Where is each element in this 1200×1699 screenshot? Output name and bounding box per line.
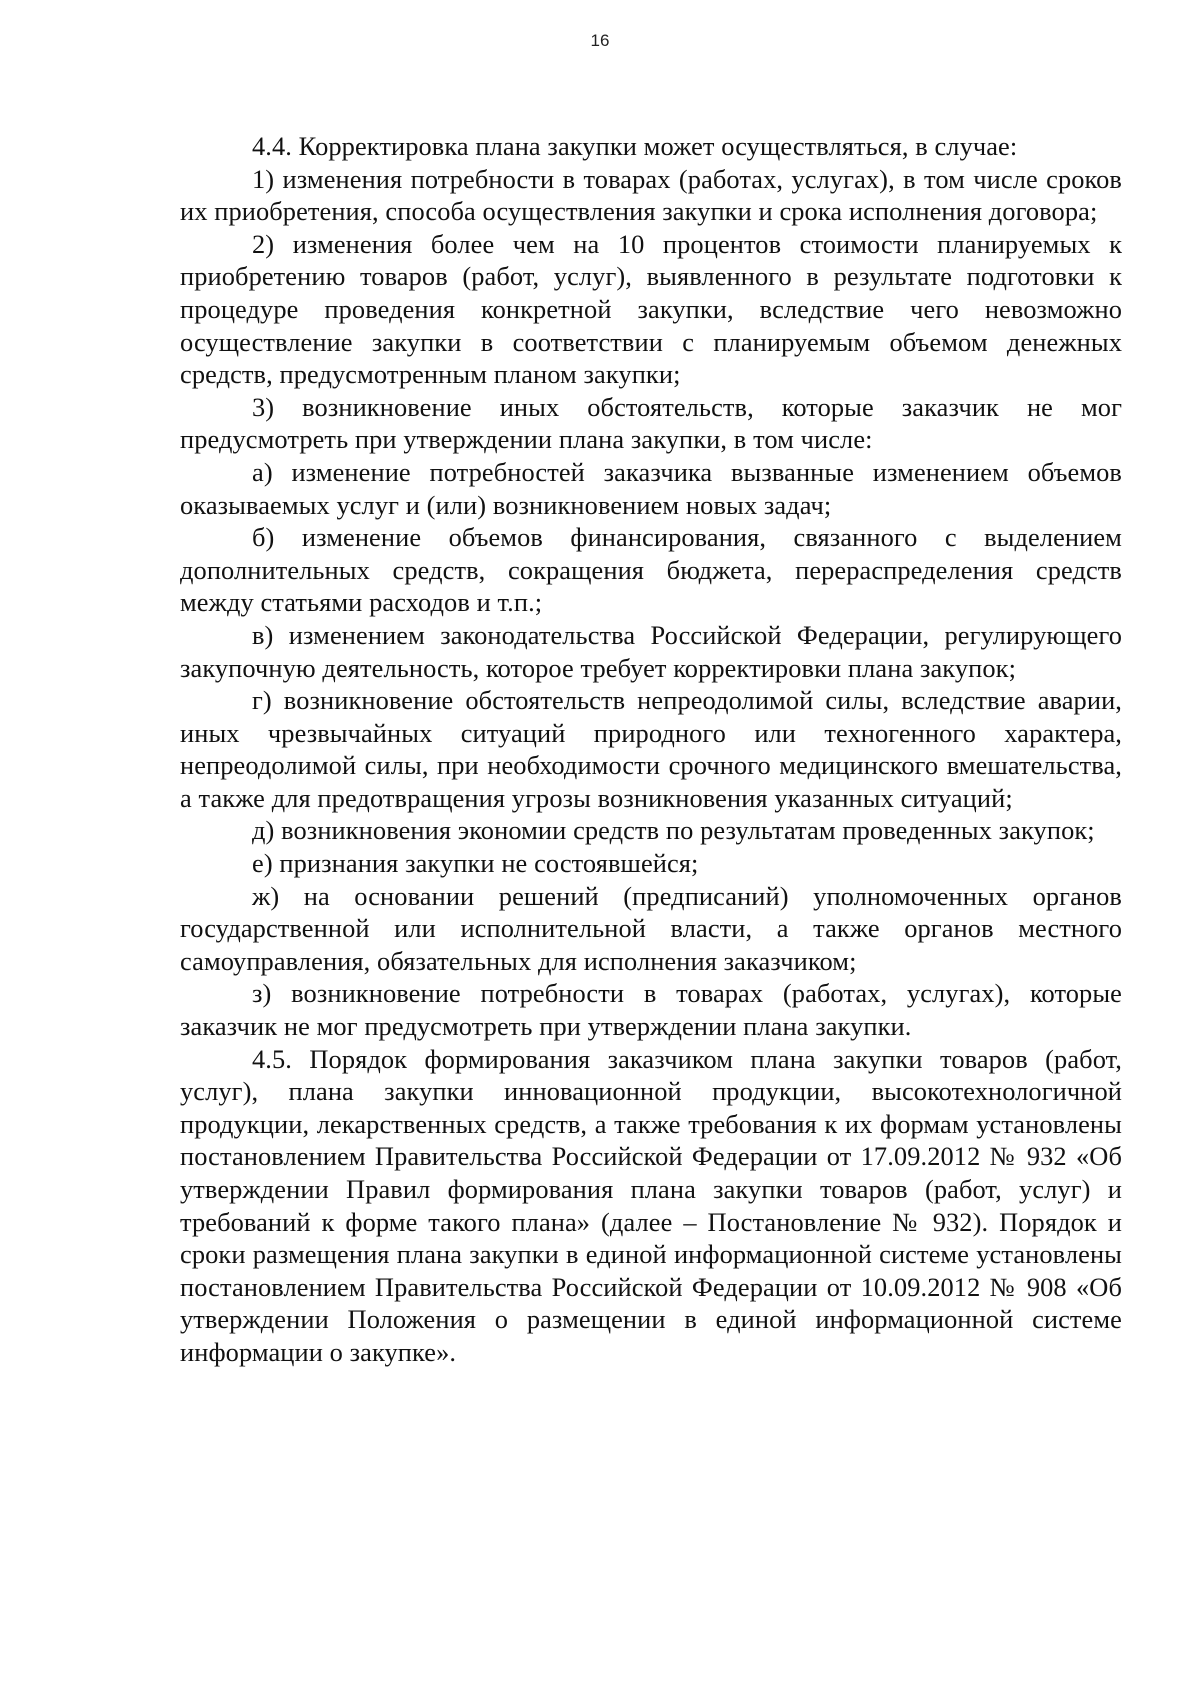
page-number: 16 [590,31,610,50]
list-item-z: з) возникновение потребности в товарах (работах, услугах), которые заказчик не мог предусмотреть при утверждении плана закупки. [180,978,1122,1042]
list-item-e: е) признания закупки не состоявшейся; [252,848,699,879]
list-item-a: а) изменение потребностей заказчика вызванные изменением объемов оказываемых услуг и (или) возникновением новых задач; [180,456,1122,520]
document-body [180,130,1122,1369]
list-item-g: г) возникновение обстоятельств непреодолимой силы, вследствие аварии, иных чрезвычайных ситуаций природного или техногенного характера, непреодолимой силы, при необходимости срочного медицинского вмешательства, а также для предотвращения угрозы возникновения указанных ситуаций; [180,685,1122,813]
list-item-b: б) изменение объемов финансирования, связанного с выделением дополнительных средств, сокращения бюджета, перераспределения средств между статьями расходов и т.п.; [180,522,1122,618]
list-item-2: 2) изменения более чем на 10 процентов стоимости планируемых к приобретению товаров (работ, услуг), выявленного в результате подготовки к процедуре проведения конкретной закупки, вследствие чего невозможно осуществление закупки в соответствии с планируемым объемом денежных средств, предусмотренным планом закупки; [180,228,1122,390]
paragraph-4-4: 4.4. Корректировка плана закупки может осуществляться, в случае: [252,131,1018,161]
list-item-v: в) изменением законодательства Российской Федерации, регулирующего закупочную деятельность, которое требует корректировки плана закупок; [180,619,1122,683]
list-item-1: 1) изменения потребности в товарах (работах, услугах), в том числе сроков их приобретения, способа осуществления закупки и срока исполнения договора; [180,163,1122,227]
list-item-3: 3) возникновение иных обстоятельств, которые заказчик не мог предусмотреть при утверждении плана закупки, в том числе: [180,391,1122,455]
list-item-d: д) возникновения экономии средств по результатам проведенных закупок; [252,815,1095,846]
list-item-zh: ж) на основании решений (предписаний) уполномоченных органов государственной или исполнительной власти, а также органов местного самоуправления, обязательных для исполнения заказчиком; [180,880,1122,976]
paragraph-4-5: 4.5. Порядок формирования заказчиком плана закупки товаров (работ, услуг), плана закупки инновационной продукции, высокотехнологичной продукции, лекарственных средств, а также требования к их формам установлены постановлением Правительства Российской Федерации от 17.09.2012 № 932 «Об утверждении Правил формирования плана закупки товаров (работ, услуг) и требований к форме такого плана» (далее – Постановление № 932). Порядок и сроки размещения плана закупки в единой информационной системе установлены постановлением Правительства Российской Федерации от 10.09.2012 № 908 «Об утверждении Положения о размещении в единой информационной системе информации о закупке». [180,1043,1122,1367]
